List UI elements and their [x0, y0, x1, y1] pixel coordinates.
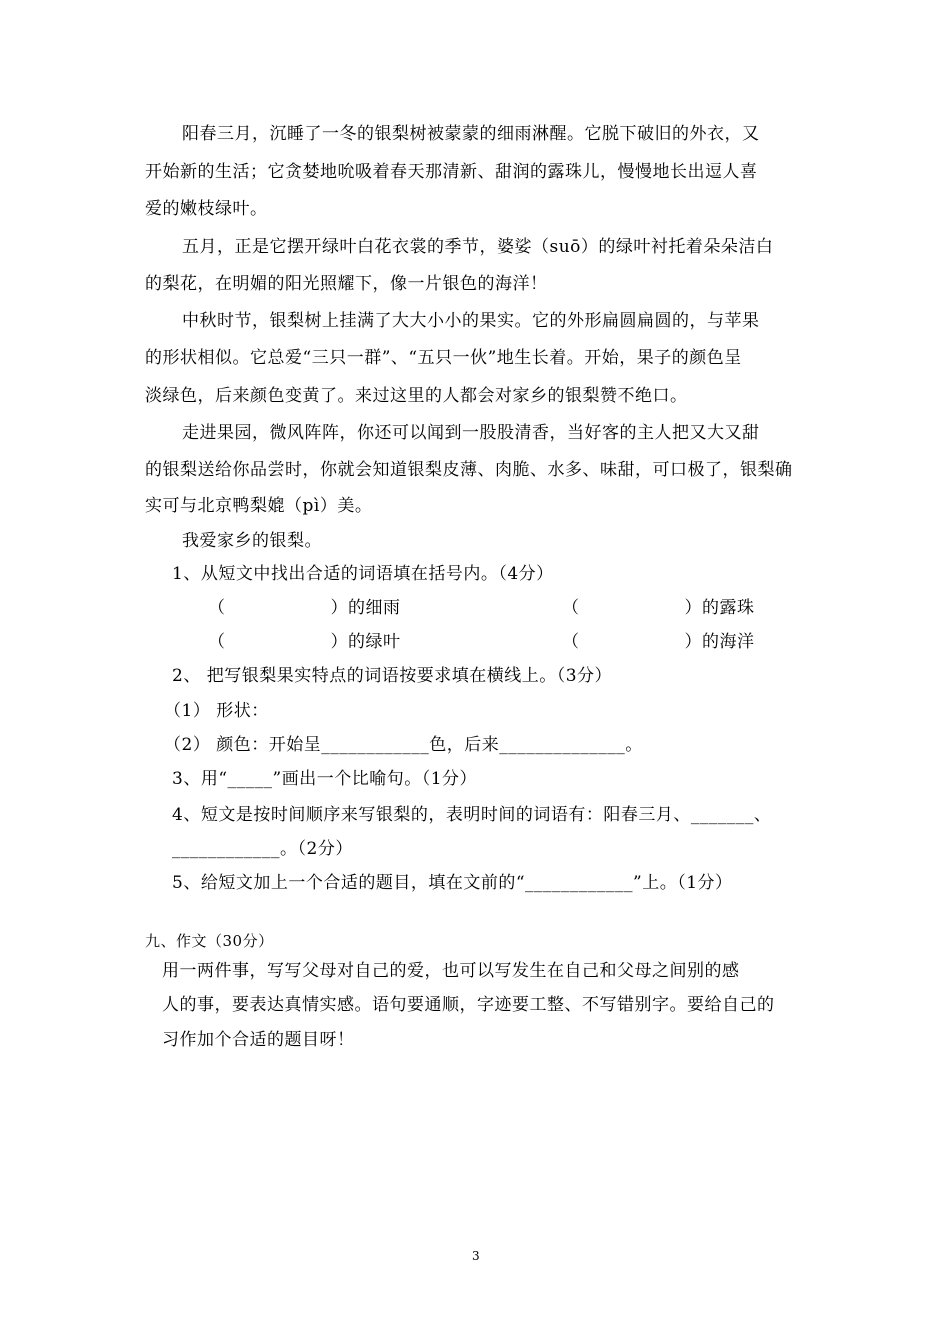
question-2-1: （1） 形状： [164, 701, 269, 721]
question-2: 2、 把写银梨果实特点的词语按要求填在横线上。（3分） [172, 666, 613, 686]
question-5: 5、给短文加上一个合适的题目，填在文前的“____________”上。（1分） [172, 873, 733, 893]
passage-line-9: 走进果园，微风阵阵，你还可以闻到一股股清香，当好客的主人把又大又甜 [182, 423, 760, 443]
composition-line-3: 习作加个合适的题目呀！ [162, 1030, 355, 1050]
question-2-2: （2） 颜色：开始呈____________色，后来______________。 [164, 735, 643, 755]
page-number: 3 [472, 1249, 480, 1263]
composition-heading: 九、作文（30分） [145, 932, 274, 950]
passage-line-11: 实可与北京鸭梨媲（pì）美。 [145, 496, 373, 516]
composition-line-1: 用一两件事，写写父母对自己的爱，也可以写发生在自己和父母之间别的感 [162, 961, 740, 981]
q1-blank-3: （ ）的绿叶 [208, 632, 401, 652]
q1-blank-1: （ ）的细雨 [208, 598, 401, 618]
question-4-line-2: ____________。（2分） [172, 839, 353, 859]
q1-blank-2: （ ）的露珠 [562, 598, 755, 618]
passage-line-1: 阳春三月，沉睡了一冬的银梨树被蒙蒙的细雨淋醒。它脱下破旧的外衣，又 [182, 124, 760, 144]
passage-line-4: 五月，正是它摆开绿叶白花衣裳的季节，婆娑（suō）的绿叶衬托着朵朵洁白 [182, 237, 774, 257]
passage-line-10: 的银梨送给你品尝时，你就会知道银梨皮薄、肉脆、水多、味甜，可口极了，银梨确 [145, 460, 793, 480]
q1-blank-4: （ ）的海洋 [562, 632, 755, 652]
passage-line-2: 开始新的生活；它贪婪地吮吸着春天那清新、甜润的露珠儿，慢慢地长出逗人喜 [145, 162, 758, 182]
question-4-line-1: 4、短文是按时间顺序来写银梨的，表明时间的词语有：阳春三月、_______、 [172, 805, 772, 825]
composition-line-2: 人的事，要表达真情实感。语句要通顺，字迹要工整、不写错别字。要给自己的 [162, 995, 775, 1015]
passage-line-12: 我爱家乡的银梨。 [182, 531, 322, 551]
question-3: 3、用“_____”画出一个比喻句。（1分） [172, 769, 478, 789]
passage-line-5: 的梨花，在明媚的阳光照耀下，像一片银色的海洋！ [145, 274, 548, 294]
question-1: 1、从短文中找出合适的词语填在括号内。（4分） [172, 564, 554, 584]
passage-line-8: 淡绿色，后来颜色变黄了。来过这里的人都会对家乡的银梨赞不绝口。 [145, 386, 688, 406]
passage-line-6: 中秋时节，银梨树上挂满了大大小小的果实。它的外形扁圆扁圆的，与苹果 [182, 311, 760, 331]
passage-line-7: 的形状相似。它总爱“三只一群”、“五只一伙”地生长着。开始，果子的颜色呈 [145, 348, 742, 368]
passage-line-3: 爱的嫩枝绿叶。 [145, 199, 268, 219]
